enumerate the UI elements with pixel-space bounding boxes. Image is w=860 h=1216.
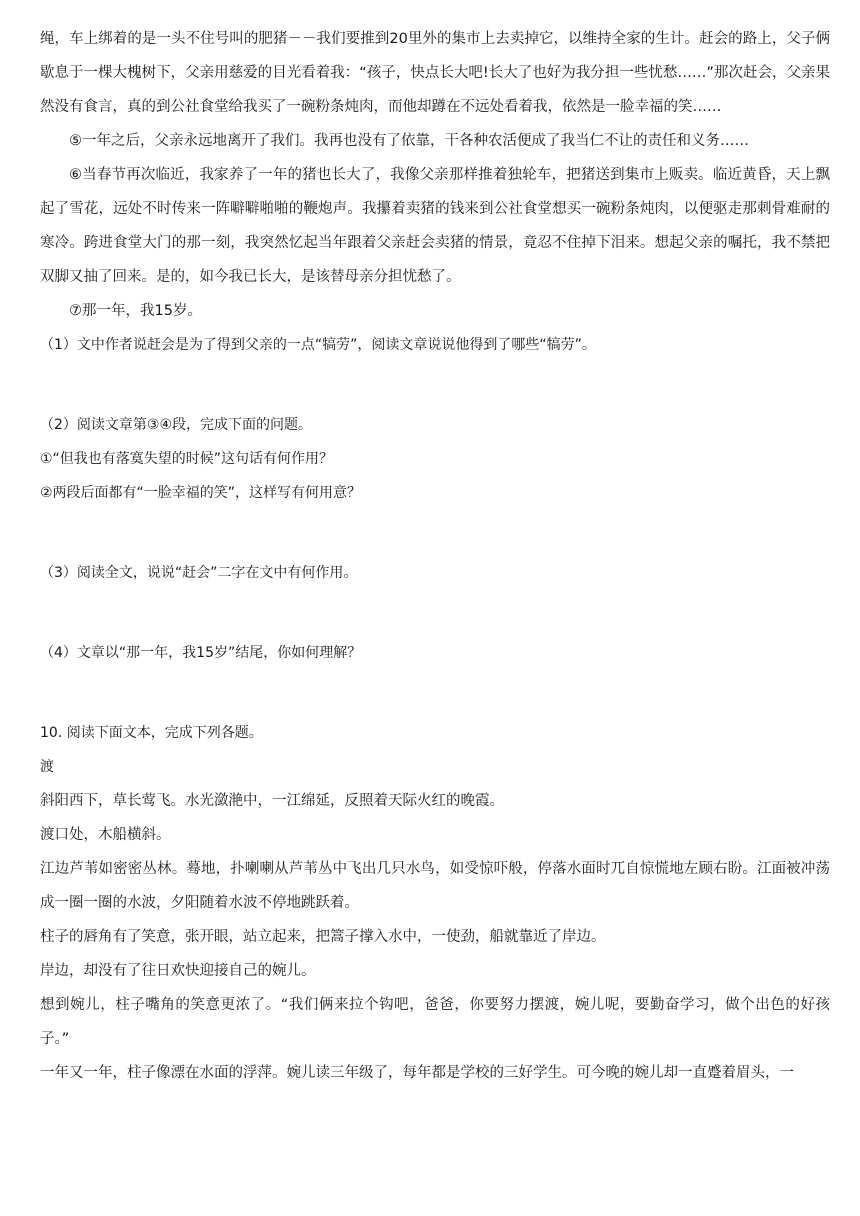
story-title: 渡 xyxy=(40,759,54,775)
paragraph-6: ⑥当春节再次临近，我家养了一年的猪也长大了，我像父亲那样推着独轮车，把猪送到集市上贩卖。临近黄昏，天上飘起了雪花，远处不时传来一阵噼噼啪啪的鞭炮声。我攥着卖猪的钱来到公社食堂想买一碗粉条炖肉，以便驱走那刺骨难耐的寒冷。跨进食堂大门的那一刻，我突然忆起当年跟着父亲赶会卖猪的情景，竟忍不住掉下泪来。想起父亲的嘱托，我不禁把双脚又抽了回来。是的，如今我已长大，是该替母亲分担忧愁了。 xyxy=(40,167,830,285)
answer-space xyxy=(40,362,830,408)
document-page xyxy=(40,22,830,1090)
question-1: （1）文中作者说赶会是为了得到父亲的一点“犒劳”，阅读文章说说他得到了哪些“犒劳”。 xyxy=(40,337,596,353)
paragraph-continued: 绳，车上绑着的是一头不住号叫的肥猪－－我们要推到20里外的集市上去卖掉它，以维持全家的生计。赶会的路上，父子俩歇息于一棵大槐树下，父亲用慈爱的目光看着我：“孩子，快点长大吧!长大了也好为我分担一些忧愁……”那次赶会，父亲果然没有食言，真的到公社食堂给我买了一碗粉条炖肉，而他却蹲在不远处看着我，依然是一脸幸福的笑…… xyxy=(40,31,830,115)
paragraph-7: ⑦那一年，我15岁。 xyxy=(69,303,202,319)
question-10-heading: 10. 阅读下面文本，完成下列各题。 xyxy=(40,725,263,741)
question-2: （2）阅读文章第③④段，完成下面的问题。 xyxy=(40,417,313,433)
story-line-5: 岸边，却没有了往日欢快迎接自己的婉儿。 xyxy=(40,963,316,979)
answer-space xyxy=(40,510,830,556)
question-3: （3）阅读全文，说说“赶会”二字在文中有何作用。 xyxy=(40,565,358,581)
story-line-7: 一年又一年，柱子像漂在水面的浮萍。婉儿读三年级了，每年都是学校的三好学生。可今晚的婉儿却一直蹙着眉头，一 xyxy=(40,1065,794,1081)
story-line-1: 斜阳西下，草长莺飞。水光潋滟中，一江绵延，反照着天际火红的晚霞。 xyxy=(40,793,504,809)
answer-space xyxy=(40,670,830,716)
paragraph-5: ⑤一年之后，父亲永远地离开了我们。我再也没有了依靠，干各种农活便成了我当仁不让的责任和义务…… xyxy=(69,133,749,149)
story-line-4: 柱子的唇角有了笑意，张开眼，站立起来，把篙子撑入水中，一使劲，船就靠近了岸边。 xyxy=(40,929,606,945)
question-2-part-2: ②两段后面都有“一脸幸福的笑”，这样写有何用意？ xyxy=(40,485,362,501)
answer-space xyxy=(40,590,830,636)
story-line-2: 渡口处，木船横斜。 xyxy=(40,827,171,843)
story-line-3: 江边芦苇如密密丛林。蓦地，扑喇喇从芦苇丛中飞出几只水鸟，如受惊吓般，停落水面时兀自惊慌地左顾右盼。江面被冲荡成一圈一圈的水波，夕阳随着水波不停地跳跃着。 xyxy=(40,861,830,911)
story-line-6: 想到婉儿，柱子嘴角的笑意更浓了。“我们俩来拉个钩吧，爸爸，你要努力摆渡，婉儿呢，要勤奋学习，做个出色的好孩子。” xyxy=(40,997,830,1047)
question-2-part-1: ①“但我也有落寞失望的时候”这句话有何作用？ xyxy=(40,451,334,467)
question-4: （4）文章以“那一年，我15岁”结尾，你如何理解？ xyxy=(40,645,362,661)
